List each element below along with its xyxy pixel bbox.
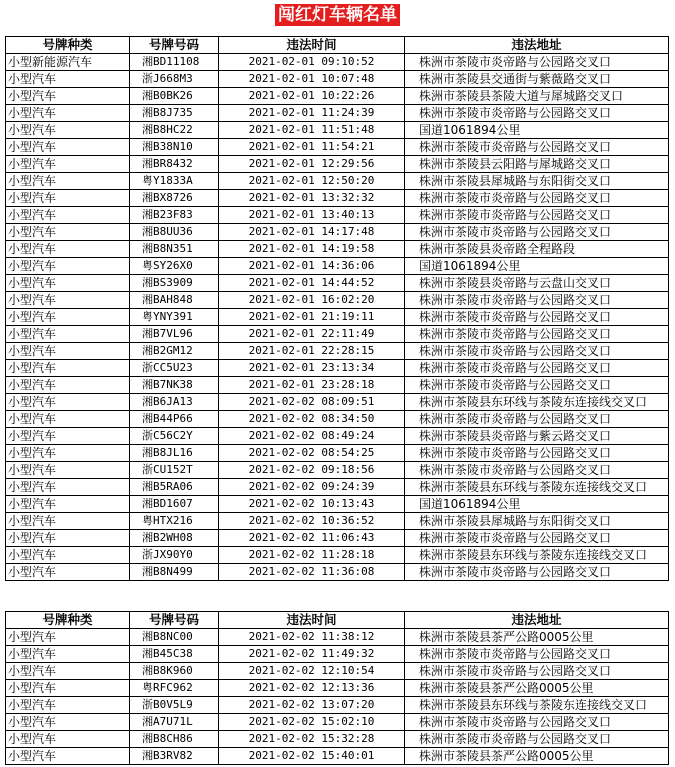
violation-address-cell: 株洲市茶陵县炎帝路与云盘山交叉口 [405,275,669,292]
violation-time-cell: 2021-02-02 09:24:39 [219,479,405,496]
violation-time-cell: 2021-02-01 13:32:32 [219,190,405,207]
plate-type-cell: 小型汽车 [6,530,130,547]
violation-time-cell: 2021-02-02 10:13:43 [219,496,405,513]
plate-number-cell: 浙J668M3 [130,71,219,88]
header-violation-address: 违法地址 [405,612,669,629]
violation-time-cell: 2021-02-02 11:49:32 [219,646,405,663]
plate-type-cell: 小型汽车 [6,629,130,646]
plate-number-cell: 湘B8UU36 [130,224,219,241]
violation-time-cell: 2021-02-01 12:50:20 [219,173,405,190]
violation-time-cell: 2021-02-02 13:07:20 [219,697,405,714]
plate-type-cell: 小型汽车 [6,326,130,343]
violation-time-cell: 2021-02-02 15:40:01 [219,748,405,765]
plate-number-cell: 湘B8JL16 [130,445,219,462]
plate-number-cell: 湘BD11108 [130,54,219,71]
violation-time-cell: 2021-02-01 16:02:20 [219,292,405,309]
plate-type-cell: 小型汽车 [6,377,130,394]
plate-type-cell: 小型汽车 [6,748,130,765]
table-row [6,714,669,731]
violation-time-cell: 2021-02-01 11:54:21 [219,139,405,156]
violation-address-cell: 株洲市茶陵县炎帝路全程路段 [405,241,669,258]
table-row [6,105,669,122]
plate-type-cell: 小型汽车 [6,156,130,173]
plate-type-cell: 小型汽车 [6,258,130,275]
plate-number-cell: 浙CU152T [130,462,219,479]
plate-number-cell: 粤SY26X0 [130,258,219,275]
title-wrap [0,4,675,26]
table-header-row [6,612,669,629]
plate-number-cell: 湘BD1607 [130,496,219,513]
violation-address-cell: 株洲市茶陵市炎帝路与公园路交叉口 [405,207,669,224]
table-row [6,646,669,663]
header-plate-number: 号牌号码 [130,612,219,629]
violation-time-cell: 2021-02-02 12:10:54 [219,663,405,680]
table-row [6,697,669,714]
plate-type-cell: 小型汽车 [6,513,130,530]
plate-type-cell: 小型汽车 [6,224,130,241]
plate-type-cell: 小型汽车 [6,731,130,748]
violation-time-cell: 2021-02-01 09:10:52 [219,54,405,71]
table-row [6,629,669,646]
plate-number-cell: 湘B7VL96 [130,326,219,343]
table-row [6,496,669,513]
violation-address-cell: 株洲市茶陵县东环线与茶陵东连接线交叉口 [405,547,669,564]
plate-number-cell: 湘BX8726 [130,190,219,207]
violation-time-cell: 2021-02-02 08:34:50 [219,411,405,428]
plate-number-cell: 粤YNY391 [130,309,219,326]
plate-number-cell: 浙C56C2Y [130,428,219,445]
plate-type-cell: 小型汽车 [6,190,130,207]
violation-address-cell: 株洲市茶陵市炎帝路与公园路交叉口 [405,663,669,680]
header-violation-time: 违法时间 [219,612,405,629]
header-plate-type: 号牌种类 [6,37,130,54]
violation-address-cell: 株洲市茶陵县炎帝路与紫云路交叉口 [405,428,669,445]
violation-time-cell: 2021-02-01 22:11:49 [219,326,405,343]
plate-number-cell: 湘BR8432 [130,156,219,173]
plate-type-cell: 小型汽车 [6,207,130,224]
violation-time-cell: 2021-02-01 11:24:39 [219,105,405,122]
plate-number-cell: 湘B8N351 [130,241,219,258]
table-row [6,663,669,680]
violation-address-cell: 株洲市茶陵市炎帝路与公园路交叉口 [405,309,669,326]
violation-address-cell: 株洲市茶陵市炎帝路与公园路交叉口 [405,343,669,360]
violation-address-cell: 株洲市茶陵市炎帝路与公园路交叉口 [405,105,669,122]
violation-address-cell: 株洲市茶陵县云阳路与犀城路交叉口 [405,156,669,173]
plate-number-cell: 湘BAH848 [130,292,219,309]
table-row [6,258,669,275]
table-row [6,275,669,292]
violation-address-cell: 株洲市茶陵县交通街与紫薇路交叉口 [405,71,669,88]
plate-number-cell: 湘B8J735 [130,105,219,122]
violation-address-cell: 株洲市茶陵市炎帝路与公园路交叉口 [405,411,669,428]
table-row [6,54,669,71]
table-row [6,122,669,139]
violation-table-2 [5,611,669,765]
table-row [6,547,669,564]
violation-time-cell: 2021-02-01 14:19:58 [219,241,405,258]
violation-address-cell: 株洲市茶陵市炎帝路与公园路交叉口 [405,190,669,207]
plate-type-cell: 小型汽车 [6,680,130,697]
violation-address-cell: 株洲市茶陵市炎帝路与公园路交叉口 [405,445,669,462]
plate-type-cell: 小型汽车 [6,71,130,88]
violation-time-cell: 2021-02-01 14:36:06 [219,258,405,275]
plate-number-cell: 湘B8NC00 [130,629,219,646]
plate-type-cell: 小型汽车 [6,445,130,462]
plate-type-cell: 小型汽车 [6,105,130,122]
table-row [6,190,669,207]
plate-number-cell: 湘B8K960 [130,663,219,680]
header-plate-number: 号牌号码 [130,37,219,54]
table-row [6,156,669,173]
table-row [6,748,669,765]
violation-address-cell: 株洲市茶陵市炎帝路与公园路交叉口 [405,360,669,377]
violation-address-cell: 国道1061894公里 [405,496,669,513]
violation-time-cell: 2021-02-01 12:29:56 [219,156,405,173]
plate-type-cell: 小型汽车 [6,547,130,564]
table-row [6,224,669,241]
plate-type-cell: 小型汽车 [6,394,130,411]
table-row [6,731,669,748]
plate-type-cell: 小型汽车 [6,139,130,156]
table-row [6,462,669,479]
violation-time-cell: 2021-02-02 15:32:28 [219,731,405,748]
table-row [6,139,669,156]
violation-address-cell: 株洲市茶陵市炎帝路与公园路交叉口 [405,377,669,394]
violation-address-cell: 国道1061894公里 [405,122,669,139]
table-row [6,241,669,258]
plate-number-cell: 湘B44P66 [130,411,219,428]
violation-address-cell: 国道1061894公里 [405,258,669,275]
violation-address-cell: 株洲市茶陵市炎帝路与公园路交叉口 [405,326,669,343]
violation-time-cell: 2021-02-01 10:07:48 [219,71,405,88]
violation-time-cell: 2021-02-02 12:13:36 [219,680,405,697]
violation-address-cell: 株洲市茶陵市炎帝路与公园路交叉口 [405,139,669,156]
table-row [6,88,669,105]
plate-type-cell: 小型汽车 [6,88,130,105]
violation-time-cell: 2021-02-01 22:28:15 [219,343,405,360]
table-row [6,680,669,697]
plate-number-cell: 湘B8N499 [130,564,219,581]
plate-number-cell: 湘B8CH86 [130,731,219,748]
violation-time-cell: 2021-02-01 23:28:18 [219,377,405,394]
violation-time-cell: 2021-02-01 10:22:26 [219,88,405,105]
violation-address-cell: 株洲市茶陵县茶严公路0005公里 [405,748,669,765]
page-title: 闯红灯车辆名单 [275,4,400,26]
violation-address-cell: 株洲市茶陵县犀城路与东阳街交叉口 [405,173,669,190]
plate-type-cell: 小型汽车 [6,241,130,258]
plate-number-cell: 湘A7U71L [130,714,219,731]
plate-type-cell: 小型汽车 [6,714,130,731]
table-row [6,360,669,377]
plate-number-cell: 湘B23F83 [130,207,219,224]
header-plate-type: 号牌种类 [6,612,130,629]
violation-time-cell: 2021-02-02 10:36:52 [219,513,405,530]
table-row [6,530,669,547]
plate-type-cell: 小型汽车 [6,275,130,292]
plate-number-cell: 湘B2WH08 [130,530,219,547]
plate-type-cell: 小型汽车 [6,462,130,479]
violation-address-cell: 株洲市茶陵县茶陵大道与犀城路交叉口 [405,88,669,105]
violation-time-cell: 2021-02-02 08:54:25 [219,445,405,462]
plate-type-cell: 小型汽车 [6,343,130,360]
table-row [6,445,669,462]
plate-number-cell: 湘B5RA06 [130,479,219,496]
violation-address-cell: 株洲市茶陵市炎帝路与公园路交叉口 [405,646,669,663]
plate-number-cell: 浙JX90Y0 [130,547,219,564]
violation-address-cell: 株洲市茶陵县东环线与茶陵东连接线交叉口 [405,394,669,411]
violation-address-cell: 株洲市茶陵市炎帝路与公园路交叉口 [405,462,669,479]
violation-address-cell: 株洲市茶陵县犀城路与东阳街交叉口 [405,513,669,530]
header-violation-address: 违法地址 [405,37,669,54]
plate-type-cell: 小型汽车 [6,292,130,309]
plate-number-cell: 粤Y1833A [130,173,219,190]
violation-address-cell: 株洲市茶陵市炎帝路与公园路交叉口 [405,224,669,241]
table-body-1 [6,54,669,581]
violation-time-cell: 2021-02-01 11:51:48 [219,122,405,139]
plate-number-cell: 湘B3RV82 [130,748,219,765]
plate-number-cell: 湘B8HC22 [130,122,219,139]
violation-time-cell: 2021-02-02 11:06:43 [219,530,405,547]
violation-address-cell: 株洲市茶陵市炎帝路与公园路交叉口 [405,564,669,581]
table-row [6,71,669,88]
plate-type-cell: 小型汽车 [6,564,130,581]
table-body-2 [6,629,669,765]
plate-number-cell: 湘B2GM12 [130,343,219,360]
plate-number-cell: 浙B0V5L9 [130,697,219,714]
table-row [6,479,669,496]
plate-number-cell: 浙CC5U23 [130,360,219,377]
table-row [6,343,669,360]
violation-address-cell: 株洲市茶陵县东环线与茶陵东连接线交叉口 [405,697,669,714]
violation-address-cell: 株洲市茶陵县东环线与茶陵东连接线交叉口 [405,479,669,496]
table-row [6,309,669,326]
header-violation-time: 违法时间 [219,37,405,54]
table-row [6,326,669,343]
violation-time-cell: 2021-02-01 14:17:48 [219,224,405,241]
plate-number-cell: 湘B38N10 [130,139,219,156]
violation-time-cell: 2021-02-01 23:13:34 [219,360,405,377]
plate-type-cell: 小型汽车 [6,646,130,663]
table-row [6,292,669,309]
violation-time-cell: 2021-02-02 11:28:18 [219,547,405,564]
table-row [6,394,669,411]
plate-type-cell: 小型汽车 [6,411,130,428]
table-row [6,377,669,394]
violation-time-cell: 2021-02-01 13:40:13 [219,207,405,224]
plate-number-cell: 湘B0BK26 [130,88,219,105]
plate-type-cell: 小型汽车 [6,428,130,445]
table-row [6,173,669,190]
table-row [6,207,669,224]
plate-number-cell: 湘B7NK38 [130,377,219,394]
plate-number-cell: 粤RFC962 [130,680,219,697]
plate-type-cell: 小型汽车 [6,697,130,714]
plate-type-cell: 小型汽车 [6,173,130,190]
table-row [6,564,669,581]
violation-time-cell: 2021-02-02 11:38:12 [219,629,405,646]
violation-time-cell: 2021-02-02 11:36:08 [219,564,405,581]
violation-time-cell: 2021-02-02 08:09:51 [219,394,405,411]
plate-number-cell: 粤HTX216 [130,513,219,530]
violation-address-cell: 株洲市茶陵市炎帝路与公园路交叉口 [405,731,669,748]
violation-address-cell: 株洲市茶陵市炎帝路与公园路交叉口 [405,54,669,71]
violation-address-cell: 株洲市茶陵市炎帝路与公园路交叉口 [405,530,669,547]
plate-number-cell: 湘B45C38 [130,646,219,663]
violation-table-1 [5,36,669,581]
violation-time-cell: 2021-02-01 21:19:11 [219,309,405,326]
violation-time-cell: 2021-02-02 15:02:10 [219,714,405,731]
plate-type-cell: 小型汽车 [6,360,130,377]
violation-address-cell: 株洲市茶陵市炎帝路与公园路交叉口 [405,714,669,731]
violation-address-cell: 株洲市茶陵县茶严公路0005公里 [405,629,669,646]
plate-type-cell: 小型汽车 [6,479,130,496]
table-row [6,411,669,428]
plate-type-cell: 小型新能源汽车 [6,54,130,71]
plate-type-cell: 小型汽车 [6,309,130,326]
table-row [6,513,669,530]
table-header-row [6,37,669,54]
plate-type-cell: 小型汽车 [6,663,130,680]
violation-time-cell: 2021-02-02 09:18:56 [219,462,405,479]
plate-number-cell: 湘BS3909 [130,275,219,292]
violation-address-cell: 株洲市茶陵县茶严公路0005公里 [405,680,669,697]
violation-time-cell: 2021-02-01 14:44:52 [219,275,405,292]
violation-time-cell: 2021-02-02 08:49:24 [219,428,405,445]
table-row [6,428,669,445]
plate-number-cell: 湘B6JA13 [130,394,219,411]
plate-type-cell: 小型汽车 [6,496,130,513]
plate-type-cell: 小型汽车 [6,122,130,139]
violation-address-cell: 株洲市茶陵市炎帝路与公园路交叉口 [405,292,669,309]
